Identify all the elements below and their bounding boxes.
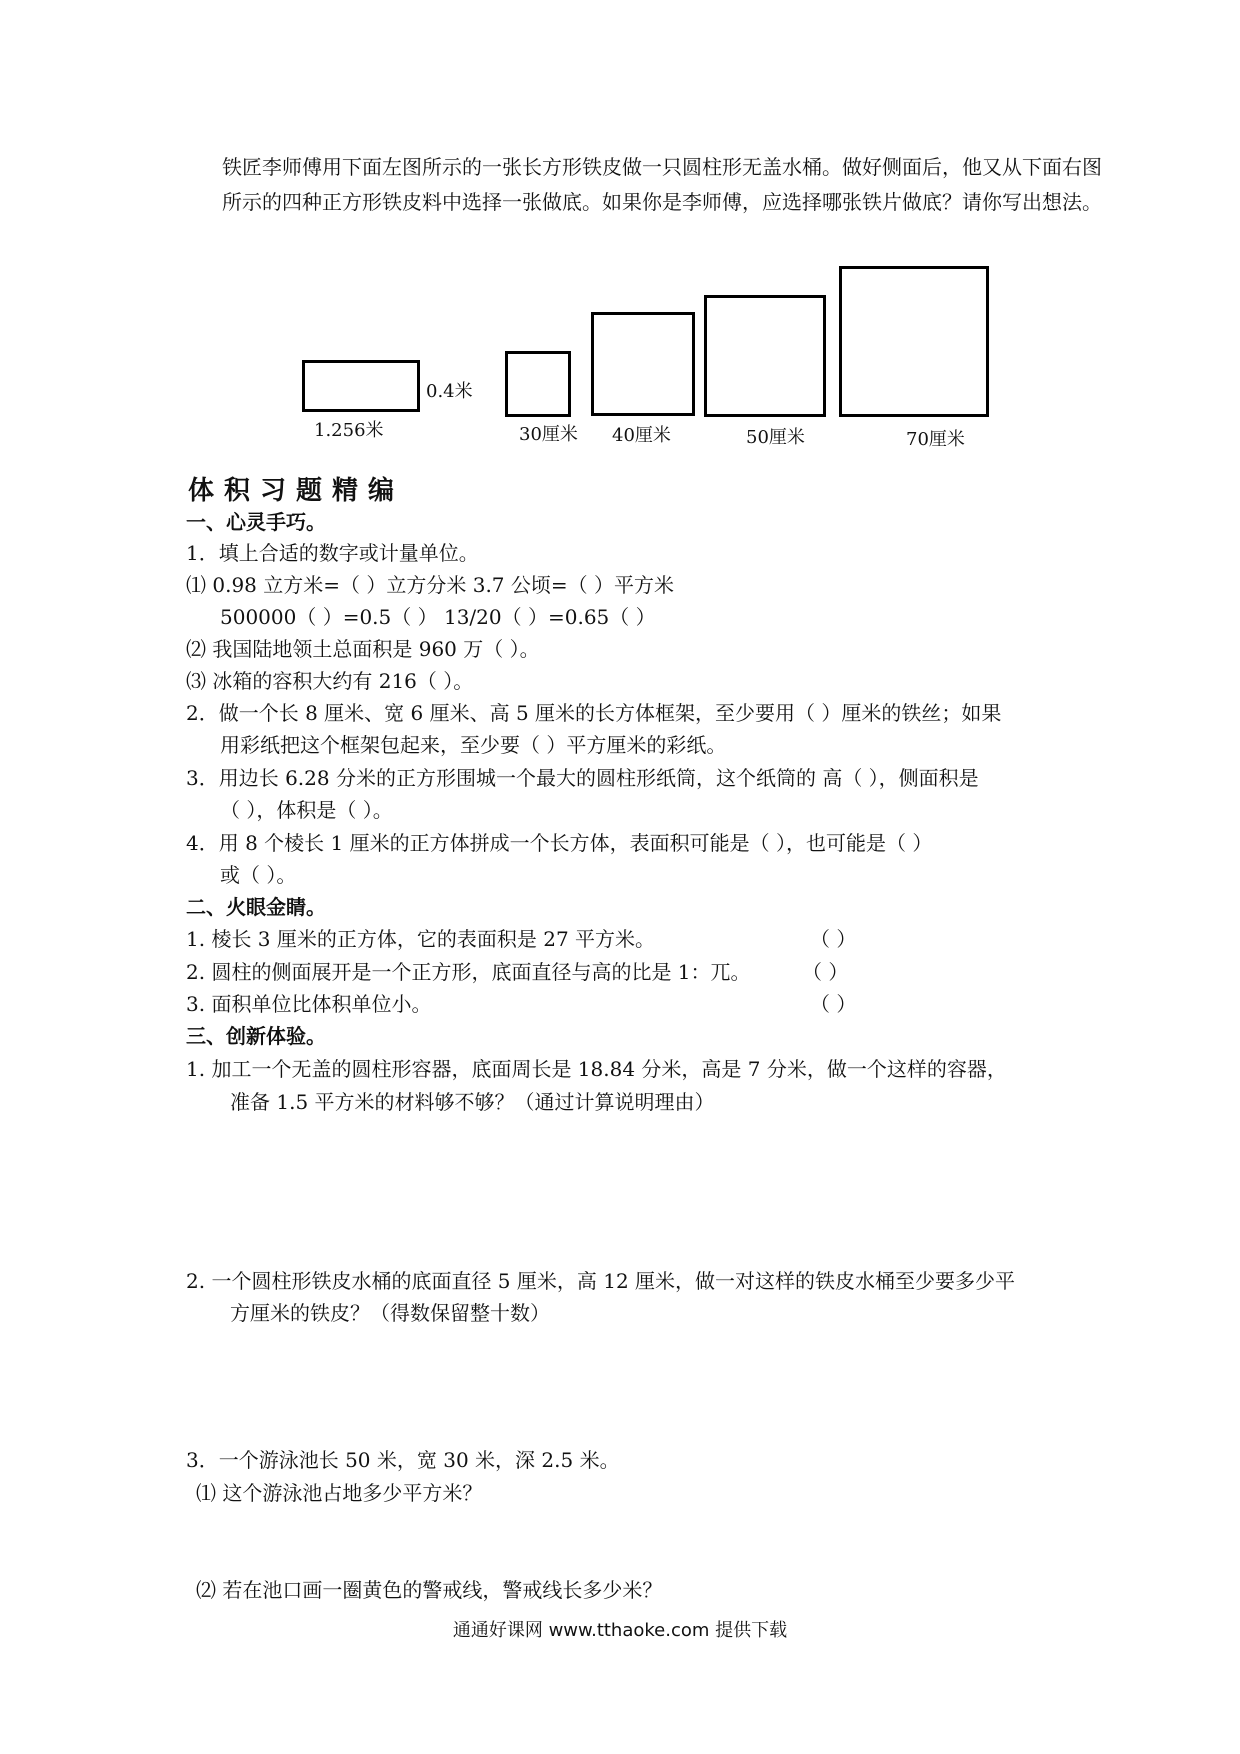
s1-q4b: 或（ ）。 xyxy=(220,863,297,887)
s2-item-2: 2. 圆柱的侧面展开是一个正方形，底面直径与高的比是 1：兀。 xyxy=(186,960,751,984)
s3-q1b: 准备 1.5 平方米的材料够不够？（通过计算说明理由） xyxy=(230,1090,715,1114)
intro-paragraph: 铁匠李师傅用下面左图所示的一张长方形铁皮做一只圆柱形无盖水桶。做好侧面后，他又从下面右图所示的四种正方形铁皮料中选择一张做底。如果你是李师傅，应选择哪张铁片做底？请你写出想法。 xyxy=(222,155,1102,214)
s1-q2a: 2．做一个长 8 厘米、宽 6 厘米、高 5 厘米的长方体框架，至少要用（ ）厘米的铁丝；如果 xyxy=(186,701,1002,725)
square-label-30: 30厘米 xyxy=(519,424,578,445)
section2-heading: 二、火眼金睛。 xyxy=(186,895,326,919)
s1-q1-3: ⑶ 冰箱的容积大约有 216（ ）。 xyxy=(186,669,474,693)
s1-q2b: 用彩纸把这个框架包起来，至少要（ ）平方厘米的彩纸。 xyxy=(220,733,727,757)
square-label-40: 40厘米 xyxy=(612,425,671,446)
s2-item-1: 1. 棱长 3 厘米的正方体，它的表面积是 27 平方米。 xyxy=(186,927,656,951)
section3-heading: 三、创新体验。 xyxy=(186,1024,326,1048)
square-sheet-70 xyxy=(839,266,989,417)
s2-item-2-mark: （ ） xyxy=(802,960,849,984)
rectangle-height-label: 0.4米 xyxy=(426,381,473,402)
square-label-50: 50厘米 xyxy=(746,427,805,448)
s2-item-3: 3. 面积单位比体积单位小。 xyxy=(186,992,432,1016)
s1-q1-2: ⑵ 我国陆地领土总面积是 960 万（ ）。 xyxy=(186,637,540,661)
s3-q1a: 1. 加工一个无盖的圆柱形容器，底面周长是 18.84 分米，高是 7 分米，做一个这样的容器， xyxy=(186,1057,1007,1081)
s2-item-1-mark: （ ） xyxy=(810,927,857,951)
square-sheet-50 xyxy=(704,295,826,417)
square-sheet-40 xyxy=(591,312,695,416)
square-sheet-30 xyxy=(505,351,571,417)
s3-q2a: 2. 一个圆柱形铁皮水桶的底面直径 5 厘米，高 12 厘米，做一对这样的铁皮水桶至少要多少平 xyxy=(186,1269,1016,1293)
square-label-70: 70厘米 xyxy=(906,429,965,450)
s1-q3b: （ ），体积是（ ）。 xyxy=(220,798,393,822)
rectangle-width-label: 1.256米 xyxy=(314,420,384,441)
s1-q1-1b: 500000（ ）=0.5（ ） 13/20（ ）=0.65（ ） xyxy=(220,605,656,629)
s1-q1: 1．填上合适的数字或计量单位。 xyxy=(186,541,479,565)
rectangle-sheet xyxy=(302,360,420,412)
section1-heading: 一、心灵手巧。 xyxy=(186,510,326,534)
s3-q3-2: ⑵ 若在池口画一圈黄色的警戒线，警戒线长多少米？ xyxy=(196,1578,663,1602)
s3-q3: 3．一个游泳池长 50 米，宽 30 米，深 2.5 米。 xyxy=(186,1448,620,1472)
page-title: 体积习题精编 xyxy=(188,476,405,506)
s1-q4a: 4．用 8 个棱长 1 厘米的正方体拼成一个长方体，表面积可能是（ ），也可能是（ ） xyxy=(186,831,933,855)
s1-q1-1a: ⑴ 0.98 立方米=（ ）立方分米 3.7 公顷=（ ）平方米 xyxy=(186,573,674,597)
s3-q3-1: ⑴ 这个游泳池占地多少平方米？ xyxy=(196,1481,483,1505)
s1-q3a: 3．用边长 6.28 分米的正方形围城一个最大的圆柱形纸筒，这个纸筒的 高（ ），侧面积是 xyxy=(186,766,979,790)
page-footer: 通通好课网 www.tthaoke.com 提供下载 xyxy=(452,1620,788,1641)
s2-item-3-mark: （ ） xyxy=(810,992,857,1016)
s3-q2b: 方厘米的铁皮？（得数保留整十数） xyxy=(230,1301,550,1325)
